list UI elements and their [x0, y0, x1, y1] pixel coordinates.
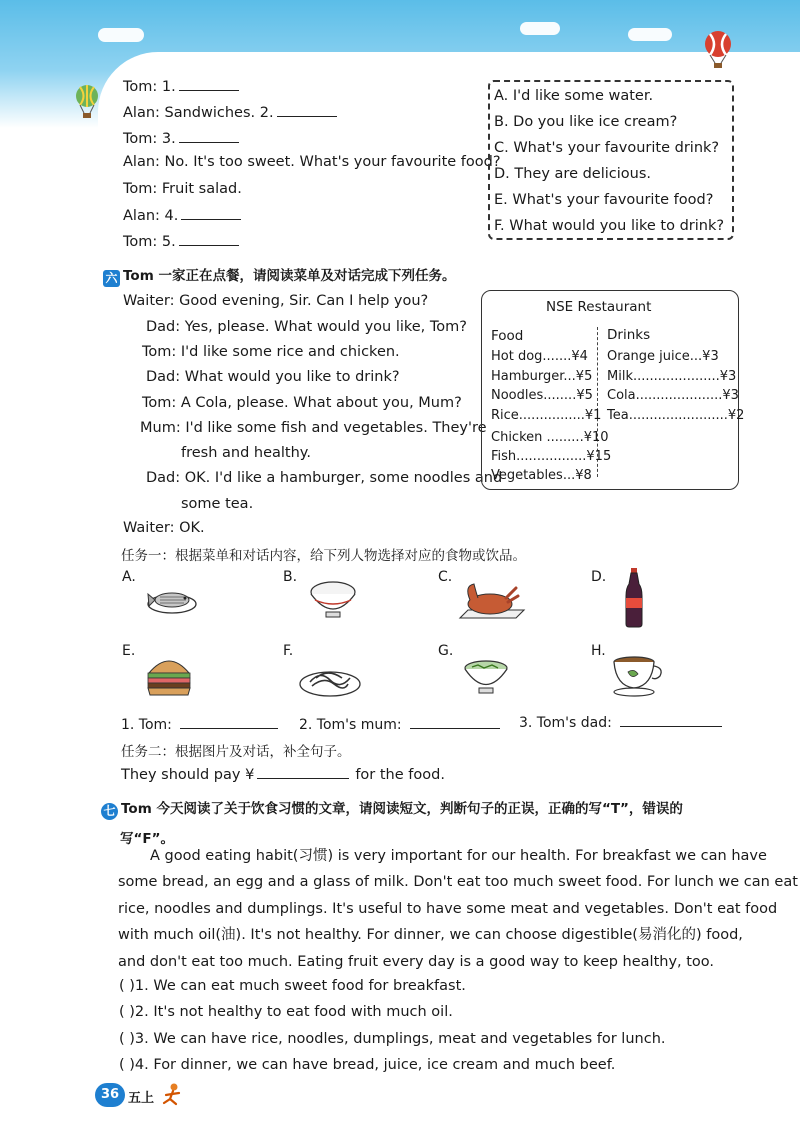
hot-air-balloon-icon — [72, 84, 102, 120]
dialog-line: Waiter: Good evening, Sir. Can I help you? — [123, 293, 429, 309]
noodles-plate-icon — [298, 658, 362, 700]
dialog-line: Tom: 3. — [123, 130, 239, 148]
answer-line: 1. Tom: — [121, 716, 278, 734]
dialog-line: Tom: I'd like some rice and chicken. — [142, 344, 400, 360]
option-item: B. Do you like ice cream? — [494, 114, 678, 130]
true-false-statement[interactable]: ( )3. We can have rice, noodles, dumplings, meat and vegetables for lunch. — [119, 1031, 666, 1047]
pay-sentence: They should pay ¥ for the food. — [121, 767, 445, 783]
picture-label: B. — [283, 569, 298, 585]
cloud-decoration — [520, 22, 560, 35]
rice-bowl-icon — [306, 578, 360, 620]
task-1-instruction: 任务一：根据菜单和对话内容，给下列人物选择对应的食物或饮品。 — [121, 548, 526, 564]
answer-blank[interactable] — [179, 234, 239, 246]
dialog-line: Alan: Sandwiches. 2. — [123, 104, 337, 122]
menu-food-item: Fish.................¥15 — [491, 449, 612, 464]
dialog-line-continued: some tea. — [181, 496, 254, 512]
running-figure-icon — [160, 1082, 186, 1108]
restaurant-menu — [481, 290, 745, 490]
true-false-statement[interactable]: ( )2. It's not healthy to eat food with much oil. — [119, 1004, 453, 1020]
cloud-decoration — [98, 28, 144, 42]
menu-food-item: Noodles........¥5 — [491, 388, 593, 403]
dialog-line: Waiter: OK. — [123, 520, 205, 536]
roast-chicken-icon — [456, 574, 528, 626]
section-number: 六 — [103, 270, 120, 287]
dialog-line: Tom: Fruit salad. — [123, 181, 242, 197]
section-7-instruction: 写“F”。 — [120, 831, 174, 847]
option-item: D. They are delicious. — [494, 166, 652, 182]
true-false-statement[interactable]: ( )4. For dinner, we can have bread, juice, ice cream and much beef. — [119, 1057, 616, 1073]
passage-line: rice, noodles and dumplings. It's useful to have some meat and vegetables. Don't eat food — [118, 901, 778, 917]
dialog-line: Dad: What would you like to drink? — [146, 369, 400, 385]
true-false-statement[interactable]: ( )1. We can eat much sweet food for breakfast. — [119, 978, 466, 994]
dialog-line: Tom: A Cola, please. What about you, Mum? — [142, 395, 462, 411]
task-2-instruction: 任务二：根据图片及对话，补全句子。 — [121, 744, 351, 760]
answer-line: 3. Tom's dad: — [519, 714, 722, 732]
answer-blank[interactable] — [620, 715, 722, 727]
answer-blank[interactable] — [410, 717, 500, 729]
passage-line: with much oil(油). It's not healthy. For dinner, we can choose digestible(易消化的) food, — [118, 927, 743, 943]
answer-line: 2. Tom's mum: — [299, 716, 500, 734]
section-6-instruction: 六 Tom 一家正在点餐，请阅读菜单及对话完成下列任务。 — [103, 264, 455, 287]
answer-blank[interactable] — [277, 105, 337, 117]
dialog-line: Tom: 5. — [123, 233, 239, 251]
picture-label: H. — [591, 643, 606, 659]
passage-line: some bread, an egg and a glass of milk. Don't eat too much sweet food. For lunch we can eat — [118, 874, 798, 890]
page-number: 36 — [101, 1087, 120, 1102]
menu-drink-item: Milk.....................¥3 — [607, 369, 737, 384]
cola-bottle-icon — [624, 568, 644, 628]
menu-food-item: Hamburger...¥5 — [491, 369, 593, 384]
dialog-line: Dad: OK. I'd like a hamburger, some noodles and — [146, 470, 503, 486]
answer-blank[interactable] — [180, 717, 278, 729]
dialog-line: Tom: 1. — [123, 78, 239, 96]
answer-blank[interactable] — [179, 131, 239, 143]
answer-blank[interactable] — [257, 767, 349, 779]
tea-cup-icon — [610, 652, 666, 698]
menu-food-header: Food — [491, 328, 524, 344]
cloud-decoration — [628, 28, 672, 41]
menu-food-item: Rice................¥1 — [491, 408, 602, 423]
dialog-line-continued: fresh and healthy. — [181, 445, 311, 461]
menu-food-item: Hot dog.......¥4 — [491, 349, 588, 364]
menu-food-item: Vegetables...¥8 — [491, 468, 592, 483]
option-item: F. What would you like to drink? — [494, 218, 725, 234]
vegetable-bowl-icon — [462, 656, 510, 696]
picture-label: G. — [438, 643, 454, 659]
picture-label: C. — [438, 569, 453, 585]
option-item: C. What's your favourite drink? — [494, 140, 720, 156]
passage-line: A good eating habit(习惯) is very important for our health. For breakfast we can have — [150, 848, 767, 864]
menu-drink-item: Orange juice...¥3 — [607, 349, 719, 364]
dialog-line: Mum: I'd like some fish and vegetables. They're — [140, 420, 487, 436]
menu-drinks-header: Drinks — [607, 327, 651, 343]
picture-label: E. — [122, 643, 136, 659]
option-item: A. I'd like some water. — [494, 88, 654, 104]
picture-label: A. — [122, 569, 136, 585]
hot-air-balloon-icon — [700, 30, 736, 70]
passage-line: and don't eat too much. Eating fruit every day is a good way to keep healthy, too. — [118, 954, 715, 970]
dialog-line: Dad: Yes, please. What would you like, Tom? — [146, 319, 467, 335]
dialog-line: Alan: 4. — [123, 207, 241, 225]
fish-dish-icon — [146, 582, 202, 616]
dialog-line: Alan: No. It's too sweet. What's your favourite food? — [123, 154, 501, 170]
section-7-instruction: 七 Tom 今天阅读了关于饮食习惯的文章，请阅读短文，判断句子的正误，正确的写“T”，错误的 — [101, 797, 683, 820]
hamburger-icon — [145, 655, 193, 699]
answer-blank[interactable] — [179, 79, 239, 91]
picture-label: D. — [591, 569, 607, 585]
answer-blank[interactable] — [181, 208, 241, 220]
menu-drink-item: Tea........................¥2 — [607, 408, 745, 423]
menu-food-item: Chicken .........¥10 — [491, 430, 609, 445]
section-number: 七 — [101, 803, 118, 820]
picture-label: F. — [283, 643, 294, 659]
menu-drink-item: Cola.....................¥3 — [607, 388, 739, 403]
grade-label: 五上 — [128, 1091, 155, 1106]
option-item: E. What's your favourite food? — [494, 192, 714, 208]
menu-title: NSE Restaurant — [546, 299, 652, 315]
